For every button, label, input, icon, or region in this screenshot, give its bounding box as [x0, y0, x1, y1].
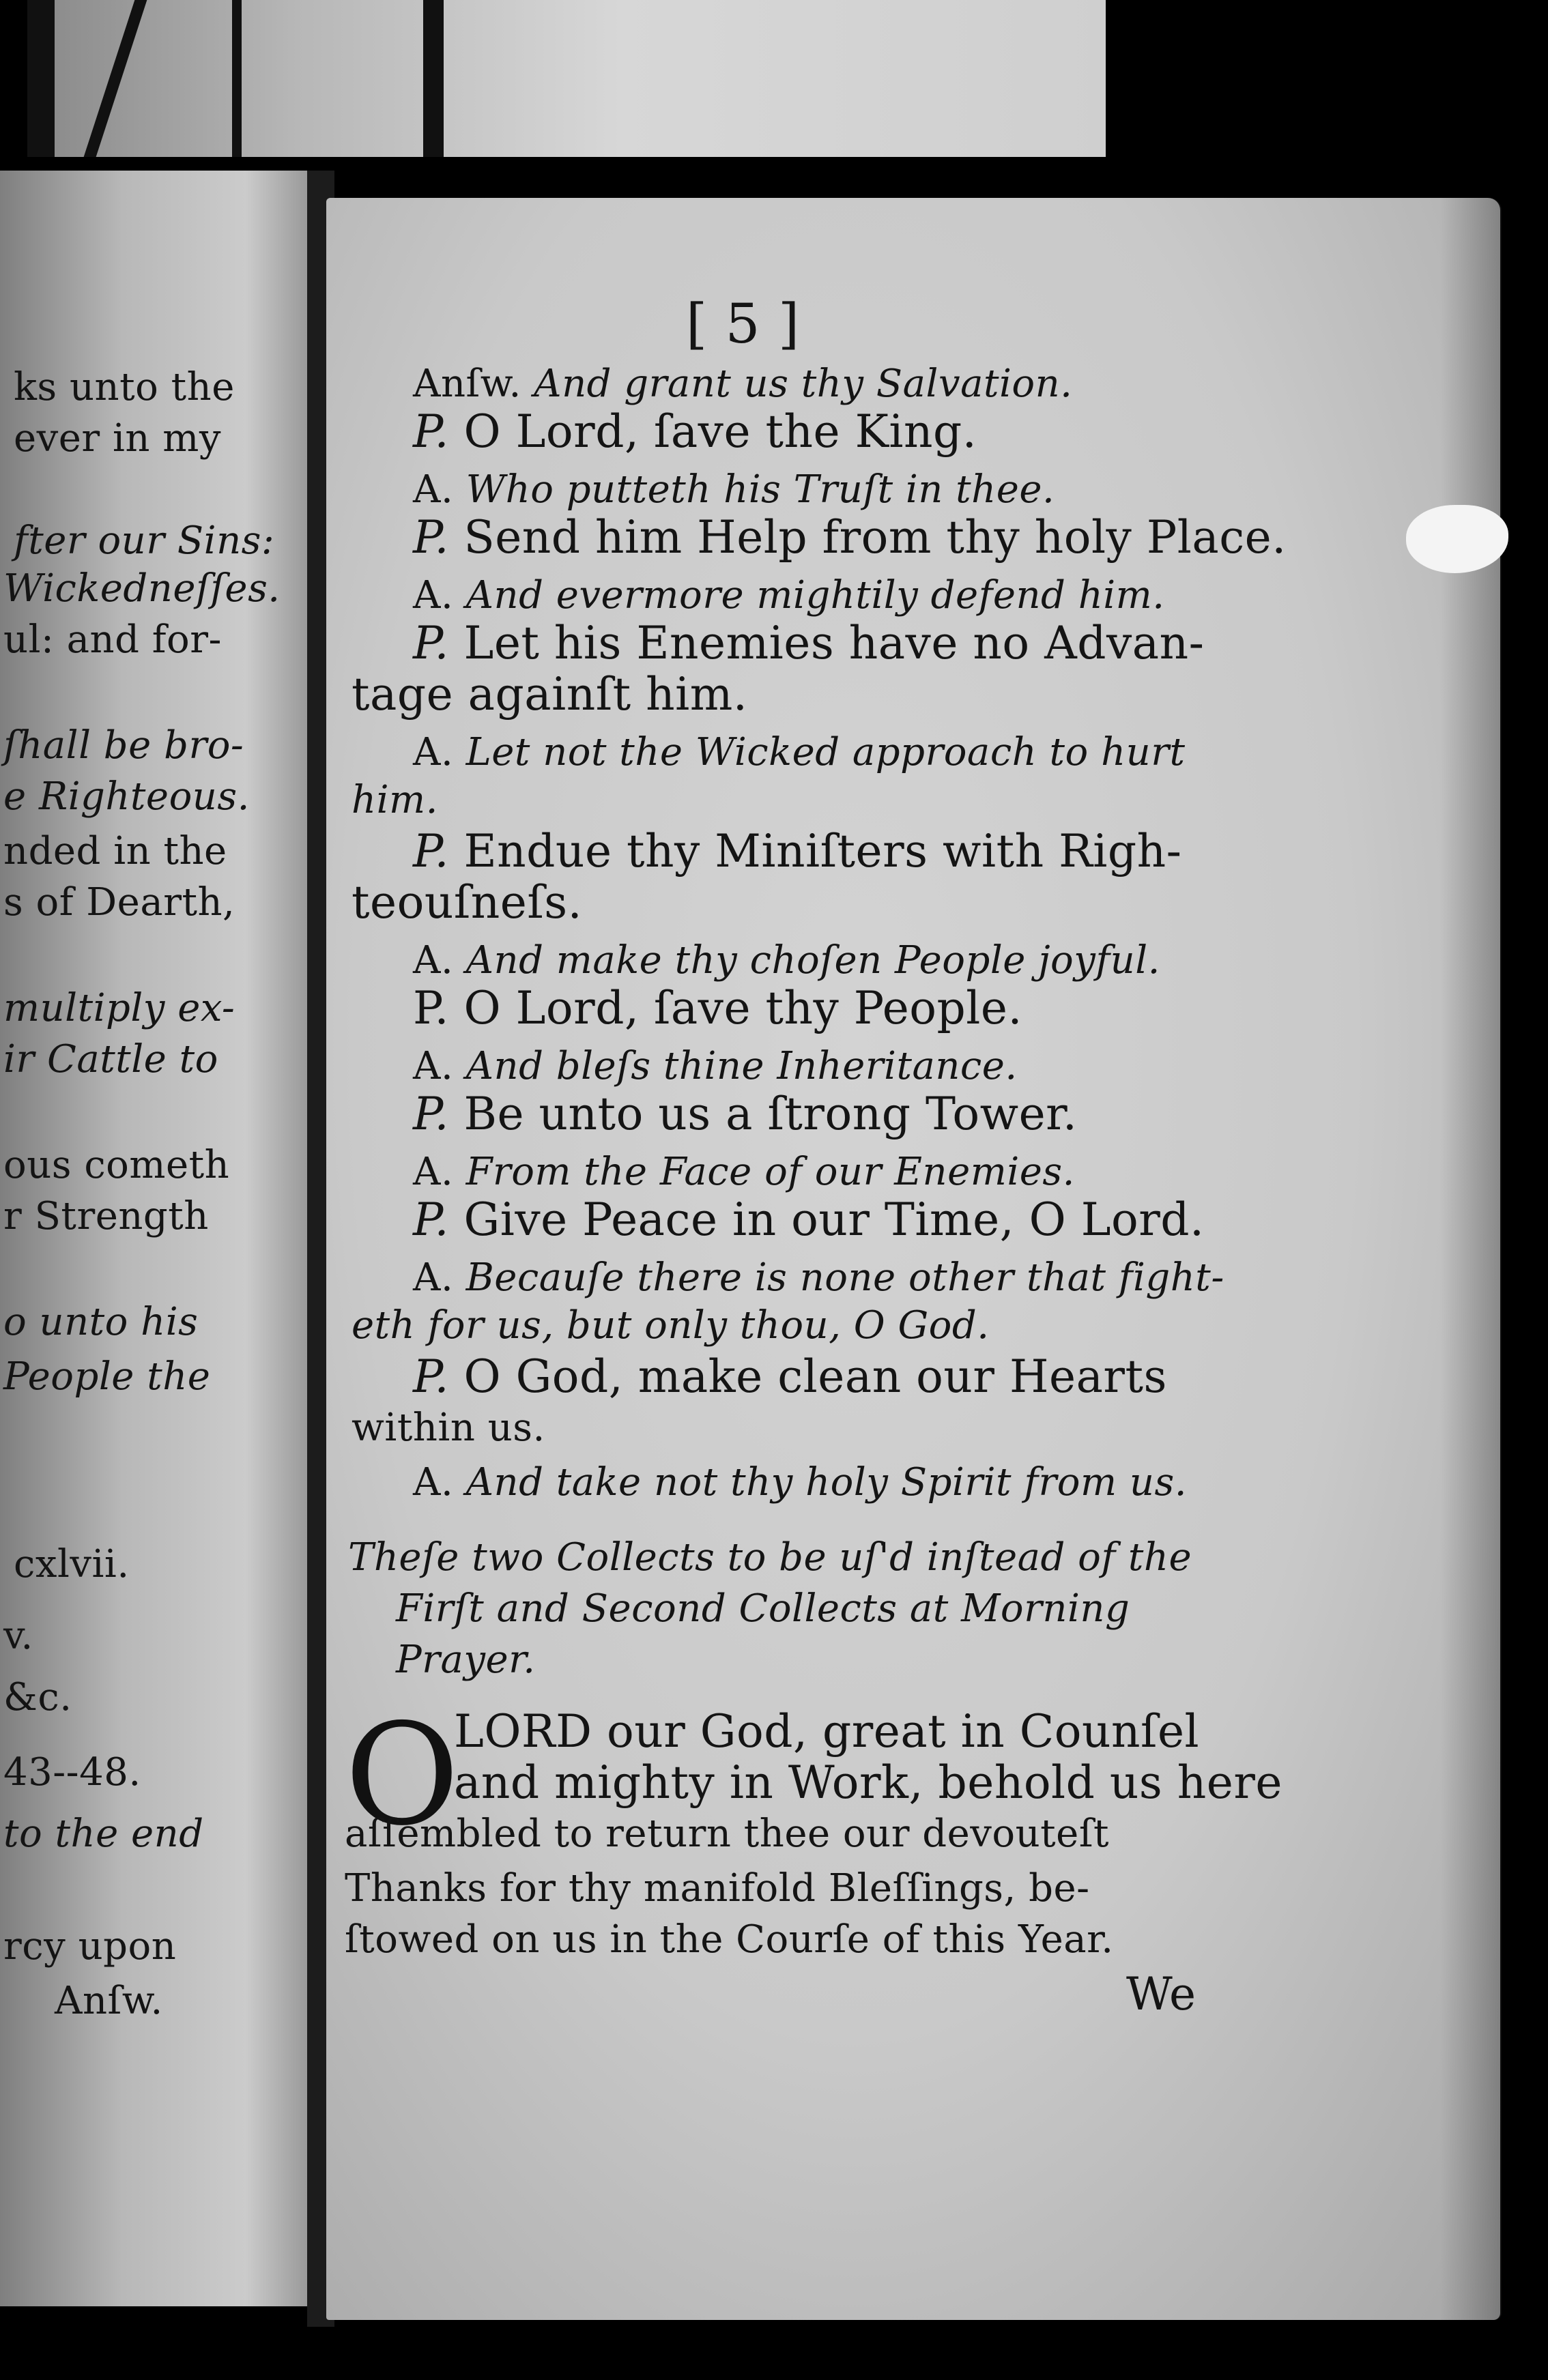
- collect-line: Thanks for thy manifold Bleſſings, be-: [345, 1866, 1090, 1911]
- response-text: And evermore mightily defend him.: [465, 573, 1165, 618]
- litany-line: [413, 825, 1182, 877]
- left-line: v.: [3, 1614, 33, 1658]
- speaker-label: P.: [413, 1350, 450, 1403]
- litany-line: [413, 1088, 1078, 1140]
- speaker-label: A.: [413, 467, 454, 512]
- rubric-line: Theſe two Collects to be uſ'd inſtead of the: [348, 1535, 1192, 1580]
- rubric-line: Prayer.: [396, 1638, 536, 1682]
- left-line: rcy upon: [3, 1924, 177, 1969]
- litany-continuation: him.: [352, 778, 438, 822]
- response-text: Give Peace in our Time, O Lord.: [463, 1193, 1205, 1246]
- response-text: Send him Help from thy holy Place.: [463, 511, 1287, 564]
- response-text: And grant us thy Salvation.: [534, 362, 1073, 406]
- speaker-label: A.: [413, 1044, 454, 1088]
- litany-line: [413, 1256, 1224, 1301]
- left-line: to the end: [3, 1812, 204, 1856]
- speaker-label: P.: [413, 511, 450, 564]
- response-text: Be unto us a ſtrong Tower.: [463, 1088, 1078, 1140]
- response-text: O Lord, ſave the King.: [463, 405, 977, 458]
- left-line: Anſw.: [55, 1979, 163, 2023]
- response-text: And bleſs thine Inheritance.: [465, 1044, 1018, 1088]
- response-text: And make thy choſen People joyful.: [465, 938, 1160, 983]
- litany-continuation: within us.: [352, 1406, 545, 1450]
- response-text: O Lord, ſave thy People.: [463, 982, 1022, 1034]
- strip-shadow: [84, 0, 147, 157]
- litany-line: [413, 1350, 1167, 1403]
- speaker-label: A.: [413, 1460, 454, 1505]
- speaker-label: Anſw.: [413, 362, 521, 406]
- strip-shadow: [232, 0, 242, 157]
- strip-shadow: [423, 0, 444, 157]
- page-number: [ 5 ]: [686, 292, 800, 355]
- speaker-label: A.: [413, 573, 454, 618]
- left-line: s of Dearth,: [3, 880, 235, 925]
- speaker-label: P.: [413, 405, 450, 458]
- strip-shadow: [27, 0, 55, 157]
- left-line: People the: [3, 1354, 211, 1399]
- litany-line: [413, 362, 1072, 407]
- litany-line: [413, 730, 1185, 775]
- rubric-line: Firſt and Second Collects at Morning: [396, 1586, 1130, 1631]
- speaker-label: P.: [413, 617, 450, 669]
- left-line: e Righteous.: [3, 774, 250, 819]
- response-text: And take not thy holy Spirit from us.: [465, 1460, 1188, 1505]
- left-line: nded in the: [3, 829, 227, 873]
- collect-line: LORD our God, great in Counſel: [454, 1705, 1200, 1758]
- left-line: fter our Sins:: [14, 519, 275, 563]
- litany-continuation: tage againſt him.: [352, 668, 748, 721]
- speaker-label: P.: [413, 825, 450, 877]
- speaker-label: A.: [413, 1256, 454, 1300]
- litany-continuation: teouſneſs.: [352, 876, 583, 929]
- response-text: Who putteth his Truſt in thee.: [465, 467, 1055, 512]
- response-text: Let not the Wicked approach to hurt: [465, 730, 1186, 774]
- left-line: ſhall be bro-: [3, 723, 244, 768]
- response-text: Becauſe there is none other that fight-: [465, 1256, 1224, 1300]
- left-line: r Strength: [3, 1194, 209, 1238]
- litany-line: [413, 1460, 1187, 1505]
- left-line: o unto his: [3, 1300, 199, 1344]
- speaker-label: A.: [413, 938, 454, 983]
- collect-line: and mighty in Work, behold us here: [454, 1756, 1282, 1809]
- left-line: 43--48.: [3, 1750, 141, 1795]
- litany-line: [413, 1150, 1075, 1195]
- left-line: ous cometh: [3, 1143, 230, 1187]
- left-line: ir Cattle to: [3, 1037, 218, 1082]
- collect-line: aſſembled to return thee our devouteſt: [345, 1812, 1110, 1856]
- litany-continuation: eth for us, but only thou, O God.: [352, 1303, 990, 1348]
- speaker-label: P.: [413, 1088, 450, 1140]
- response-text: From the Face of our Enemies.: [465, 1150, 1075, 1194]
- litany-line: [413, 511, 1287, 564]
- left-line: cxlvii.: [14, 1542, 130, 1586]
- speaker-label: A.: [413, 1150, 454, 1194]
- left-line: ul: and for-: [3, 618, 222, 662]
- left-line: ks unto the: [14, 365, 235, 409]
- litany-line: [413, 405, 977, 458]
- speaker-label: P.: [413, 982, 450, 1034]
- response-text: O God, make clean our Hearts: [463, 1350, 1167, 1403]
- litany-line: [413, 573, 1165, 618]
- scan-top-strip: [27, 0, 1106, 157]
- litany-line: [413, 938, 1160, 983]
- speaker-label: A.: [413, 730, 454, 774]
- left-line: Wickedneſſes.: [3, 566, 281, 611]
- litany-line: [413, 1044, 1018, 1089]
- collect-line: ſtowed on us in the Courſe of this Year.: [345, 1917, 1114, 1962]
- response-text: Endue thy Miniſters with Righ-: [463, 825, 1182, 877]
- catchword: We: [1126, 1968, 1196, 2020]
- litany-line: [413, 1193, 1205, 1246]
- drop-cap: O: [345, 1694, 460, 1857]
- left-line: &c.: [3, 1675, 72, 1719]
- speaker-label: P.: [413, 1193, 450, 1246]
- litany-line: [413, 617, 1205, 669]
- left-line: ever in my: [14, 416, 222, 461]
- litany-line: [413, 467, 1055, 512]
- litany-line: [413, 982, 1022, 1034]
- left-line: multiply ex-: [3, 986, 235, 1030]
- response-text: Let his Enemies have no Advan-: [463, 617, 1205, 669]
